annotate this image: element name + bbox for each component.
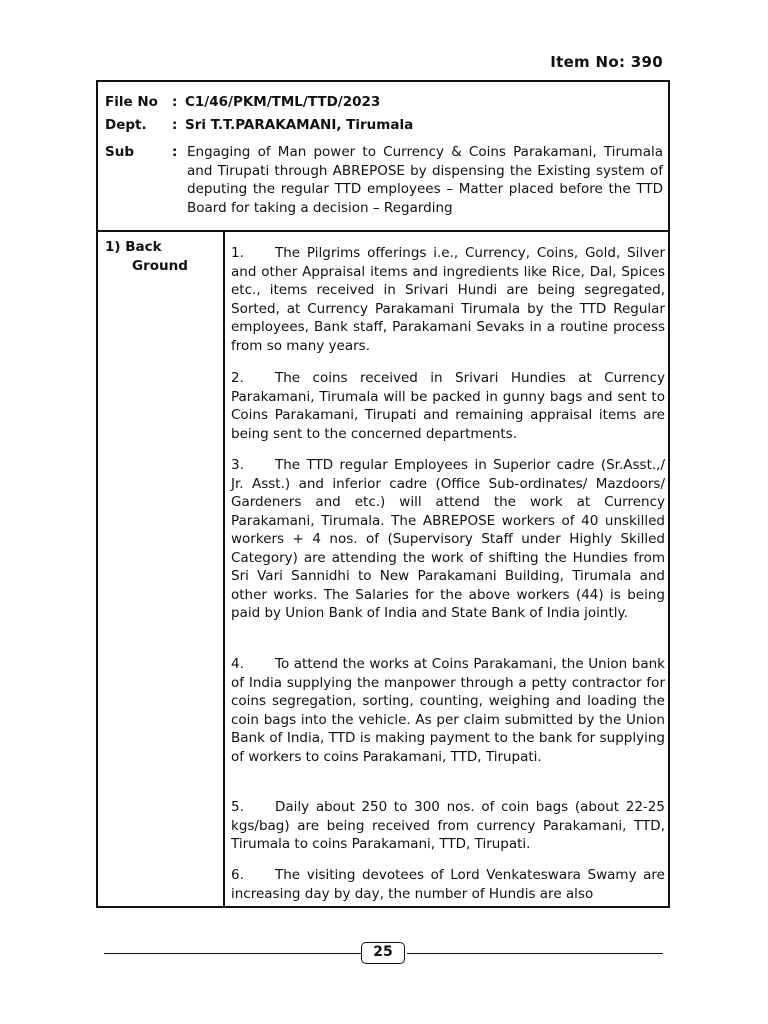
- section-content-cell: [225, 230, 668, 906]
- footer-rule-left: [104, 953, 361, 954]
- footer-rule-right: [407, 953, 663, 954]
- sub-label: Sub: [105, 144, 134, 160]
- dept-colon: :: [172, 117, 178, 133]
- paragraph-number: 2.: [231, 370, 244, 386]
- paragraph-text: The Pilgrims offerings i.e., Currency, Coins, Gold, Silver and other Appraisal items and ingredients like Rice, Dal, Spices etc., items received in Srivari Hundi are being segregated, Sorted, at Currency Parakamani Tirumala by the TTD Regular employees, Bank staff, Parakamani Sevaks in a routine process from so many years.: [231, 245, 665, 354]
- paragraph: [231, 866, 665, 903]
- sub-colon: :: [172, 144, 178, 160]
- file-no-colon: :: [172, 94, 178, 110]
- dept-value: Sri T.T.PARAKAMANI, Tirumala: [185, 117, 414, 133]
- paragraph-number: 5.: [231, 799, 244, 815]
- paragraph: [231, 369, 665, 443]
- paragraph-number: 6.: [231, 867, 244, 883]
- paragraph: [231, 655, 665, 766]
- section-label: [105, 238, 188, 275]
- dept-label: Dept.: [105, 117, 147, 133]
- sub-value: Engaging of Man power to Currency & Coins Parakamani, Tirumala and Tirupati through ABREPOSE by dispensing the Existing system of deputing the regular TTD employees – Matter placed before the TTD Board for taking a decision – Regarding: [187, 144, 663, 216]
- section-label-line2: Ground: [132, 257, 188, 274]
- page-number: 25: [361, 942, 405, 964]
- paragraph: [231, 798, 665, 854]
- paragraph-text: The coins received in Srivari Hundies at Currency Parakamani, Tirumala will be packed in gunny bags and sent to Coins Parakamani, Tirupati and remaining appraisal items are being sent to the concerned departments.: [231, 370, 665, 442]
- file-no-label: File No: [105, 94, 158, 110]
- paragraph-number: 1.: [231, 245, 244, 261]
- paragraph: [231, 244, 665, 355]
- section-label-line1: 1) Back: [105, 239, 162, 255]
- paragraph-number: 4.: [231, 656, 244, 672]
- paragraph: [231, 456, 665, 623]
- paragraph-text: Daily about 250 to 300 nos. of coin bags (about 22-25 kgs/bag) are being received from currency Parakamani, TTD, Tirumala to coins Parakamani, TTD, Tirupati.: [231, 799, 665, 852]
- section-label-cell: [98, 230, 225, 906]
- file-no-value: C1/46/PKM/TML/TTD/2023: [185, 94, 381, 110]
- paragraph-number: 3.: [231, 457, 244, 473]
- paragraph-text: The visiting devotees of Lord Venkateswara Swamy are increasing day by day, the number of Hundis are also: [231, 867, 665, 902]
- file-header: [98, 82, 668, 232]
- document-table: [96, 80, 670, 908]
- paragraph-text: The TTD regular Employees in Superior cadre (Sr.Asst.,/ Jr. Asst.) and inferior cadre (Office Sub-ordinates/ Mazdoors/ Gardeners and etc.) will attend the work at Currency Parakamani, Tirumala. The ABREPOSE workers of 40 unskilled workers + 4 nos. of (Supervisory Staff under Highly Skilled Category) are attending the work of shifting the Hundies from Sri Vari Sannidhi to New Parakamani Building, Tirumala and other works. The Salaries for the above workers (44) is being paid by Union Bank of India and State Bank of India jointly.: [231, 457, 665, 621]
- item-number: Item No: 390: [550, 53, 663, 71]
- paragraph-text: To attend the works at Coins Parakamani, the Union bank of India supplying the manpower through a petty contractor for coins segregation, sorting, counting, weighing and loading the coin bags into the vehicle. As per claim submitted by the Union Bank of India, TTD is making payment to the bank for supplying of workers to coins Parakamani, TTD, Tirupati.: [231, 656, 665, 765]
